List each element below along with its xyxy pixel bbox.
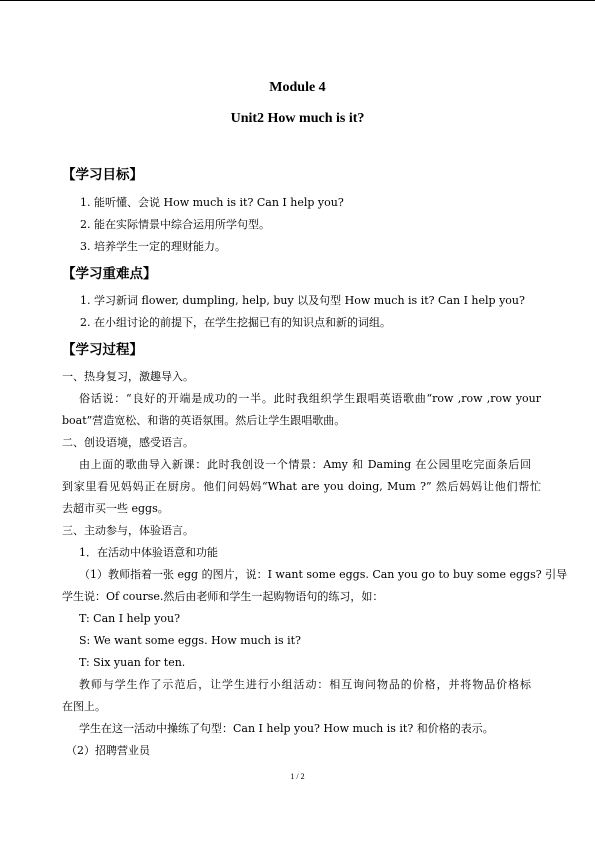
section-heading-key-points: 【学习重难点】 [62,266,157,282]
paragraph-line: 学生在这一活动中操练了句型：Can I help you? How much is it? 和价格的表示。 [79,722,494,735]
subsection-heading: 1．在活动中体验语意和功能 [79,546,218,559]
paragraph-line: （1）教师指着一张 egg 的图片，说：I want some eggs. Can you go to buy some eggs? 引导 [79,568,568,581]
paragraph-line: 由上面的歌曲导入新课：此时我创设一个情景：Amy 和 Daming 在公园里吃完面条后回 [79,458,531,471]
subsection-heading: （2）招聘营业员 [66,744,150,757]
paragraph-line: 教师与学生作了示范后，让学生进行小组活动：相互询问物品的价格，并将物品价格标 [79,678,531,691]
process-step-heading: 三、主动参与，体验语言。 [62,524,194,537]
dialogue-line: T: Can I help you? [79,612,181,625]
objective-item: 3. 培养学生一定的理财能力。 [80,240,226,253]
process-step-heading: 二、创设语境，感受语言。 [62,436,194,449]
paragraph-line: 俗话说：“良好的开端是成功的一半。此时我组织学生跟唱英语歌曲“row ,row ,row your [79,392,541,405]
paragraph-line: 学生说：Of course.然后由老师和学生一起购物语句的练习，如： [62,590,384,603]
top-border-line [0,0,595,1]
paragraph-line: 在图上。 [62,700,106,713]
paragraph-line: 去超市买一些 eggs。 [62,502,169,515]
dialogue-line: S: We want some eggs. How much is it? [79,634,301,647]
key-point-item: 1. 学习新词 flower, dumpling, help, buy 以及句型 How much is it? Can I help you? [80,294,525,307]
paragraph-line: boat”营造宽松、和谐的英语氛围。然后让学生跟唱歌曲。 [62,414,346,427]
section-heading-process: 【学习过程】 [62,342,143,358]
page-subtitle: Unit2 How much is it? [230,111,365,126]
dialogue-line: T: Six yuan for ten. [79,656,186,669]
process-step-heading: 一、热身复习，激趣导入。 [62,370,194,383]
paragraph-line: 到家里看见妈妈正在厨房。他们问妈妈“What are you doing, Mum ?” 然后妈妈让他们帮忙 [62,480,541,493]
section-heading-objectives: 【学习目标】 [62,167,143,183]
objective-item: 2. 能在实际情景中综合运用所学句型。 [80,218,270,231]
page-number: 1 / 2 [290,772,305,781]
page-title: Module 4 [269,80,326,95]
objective-item: 1. 能听懂、会说 How much is it? Can I help you? [80,196,344,209]
key-point-item: 2. 在小组讨论的前提下，在学生挖掘已有的知识点和新的词组。 [80,316,391,329]
